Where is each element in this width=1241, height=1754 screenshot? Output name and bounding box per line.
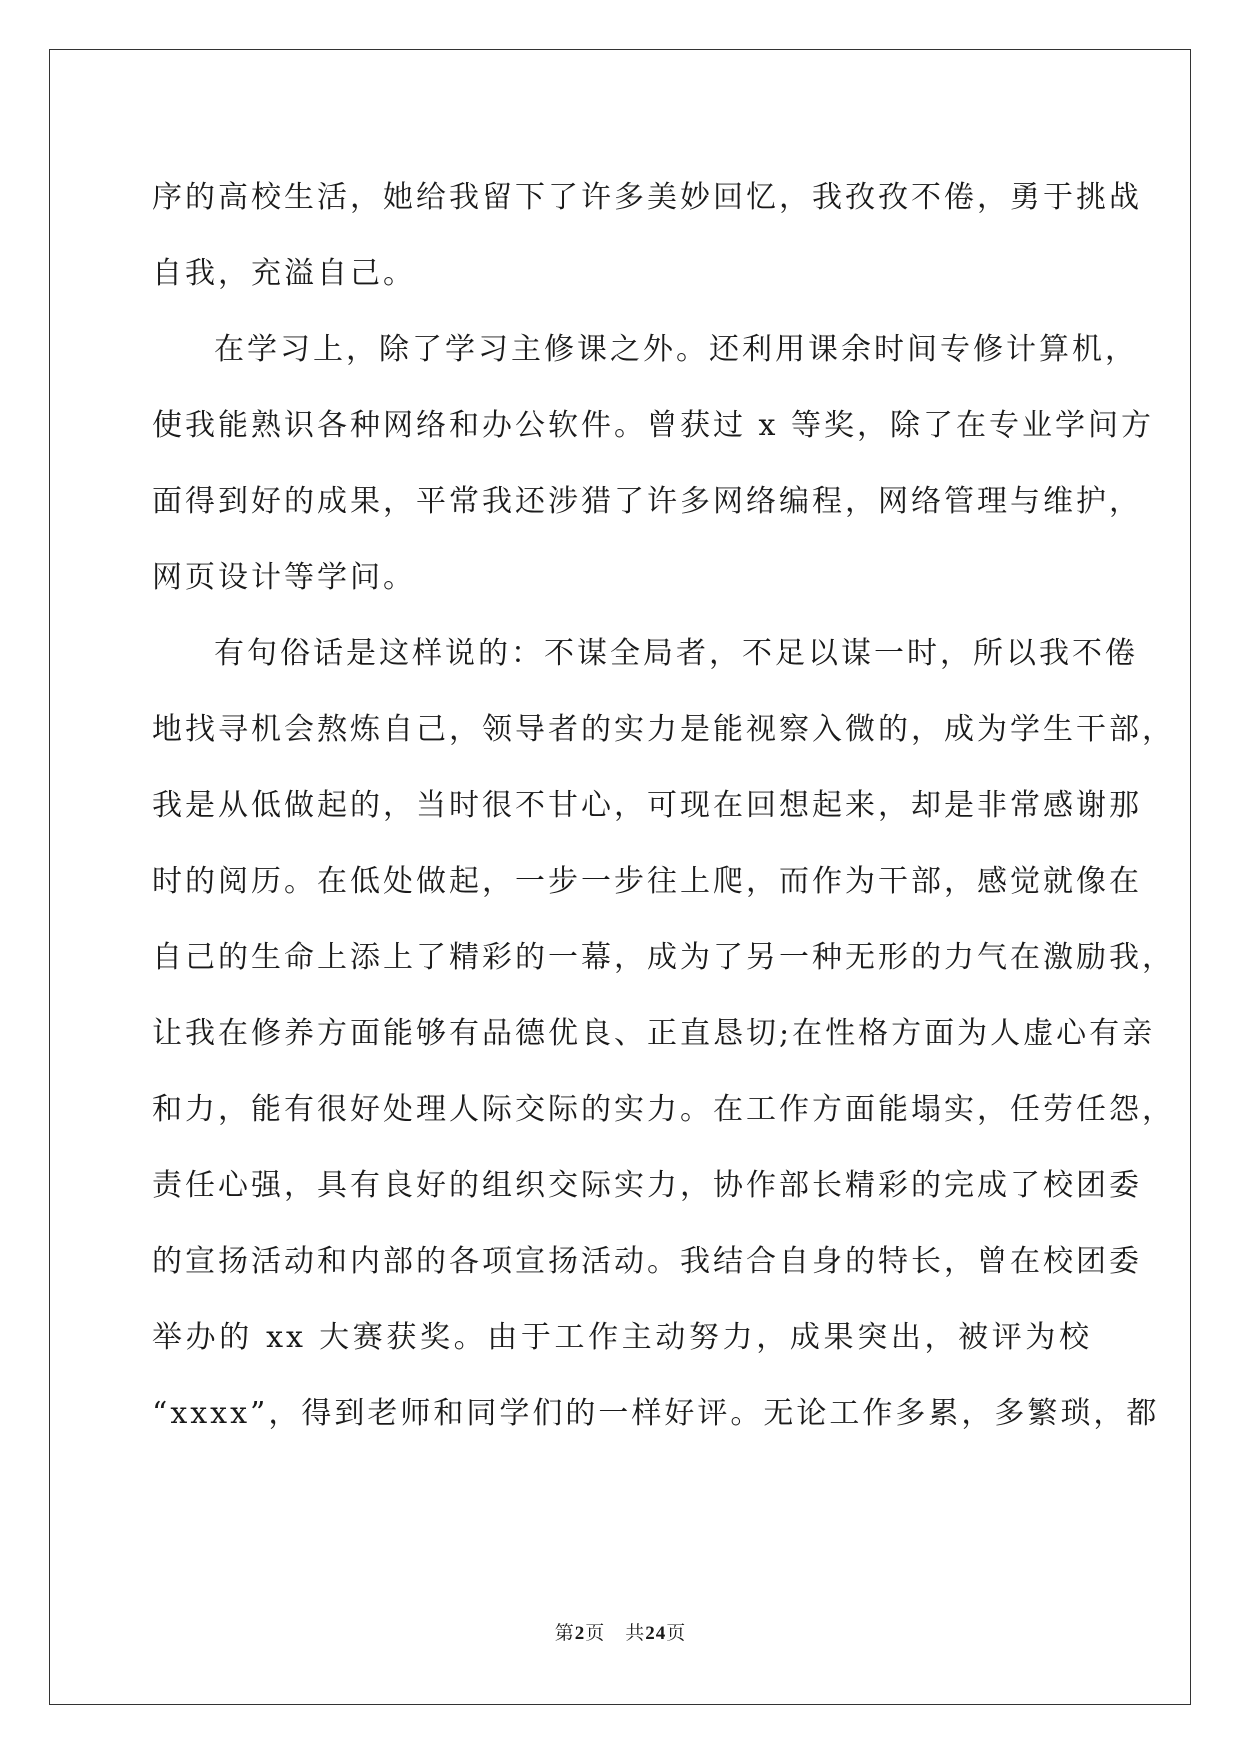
text-line: 的宣扬活动和内部的各项宣扬活动。我结合自身的特长，曾在校团委: [152, 1244, 1142, 1279]
text-line: 在学习上，除了学习主修课之外。还利用课余时间专修计算机，: [214, 332, 1138, 367]
footer-middle: 页 共: [585, 1622, 646, 1644]
text-line: 面得到好的成果，平常我还涉猎了许多网络编程，网络管理与维护，: [152, 484, 1142, 519]
text-line: 举办的 xx 大赛获奖。由于工作主动努力，成果突出，被评为校: [152, 1320, 1092, 1355]
text-line: 自我，充溢自己。: [152, 256, 416, 291]
current-page-number: 2: [574, 1623, 586, 1644]
text-line: 让我在修养方面能够有品德优良、正直恳切;在性格方面为人虚心有亲: [152, 1016, 1156, 1051]
text-line: 地找寻机会熬炼自己，领导者的实力是能视察入微的，成为学生干部，: [152, 712, 1175, 747]
text-line: 序的高校生活，她给我留下了许多美妙回忆，我孜孜不倦，勇于挑战: [152, 180, 1142, 215]
footer-suffix: 页: [666, 1622, 687, 1644]
total-pages-number: 24: [645, 1623, 667, 1644]
text-line: 责任心强，具有良好的组织交际实力，协作部长精彩的完成了校团委: [152, 1168, 1142, 1203]
text-line: 自己的生命上添上了精彩的一幕，成为了另一种无形的力气在激励我，: [152, 940, 1175, 975]
footer-prefix: 第: [554, 1622, 575, 1644]
document-body: [152, 160, 1175, 1452]
text-line: “xxxx”，得到老师和同学们的一样好评。无论工作多累，多繁琐，都: [152, 1396, 1160, 1431]
text-line: 网页设计等学问。: [152, 560, 416, 595]
text-line: 我是从低做起的，当时很不甘心，可现在回想起来，却是非常感谢那: [152, 788, 1142, 823]
page-footer: [0, 1618, 1241, 1645]
text-line: 有句俗话是这样说的：不谋全局者，不足以谋一时，所以我不倦: [214, 636, 1138, 671]
text-line: 使我能熟识各种网络和办公软件。曾获过 x 等奖，除了在专业学问方: [152, 408, 1154, 443]
text-line: 和力，能有很好处理人际交际的实力。在工作方面能塌实，任劳任怨，: [152, 1092, 1175, 1127]
text-line: 时的阅历。在低处做起，一步一步往上爬，而作为干部，感觉就像在: [152, 864, 1142, 899]
